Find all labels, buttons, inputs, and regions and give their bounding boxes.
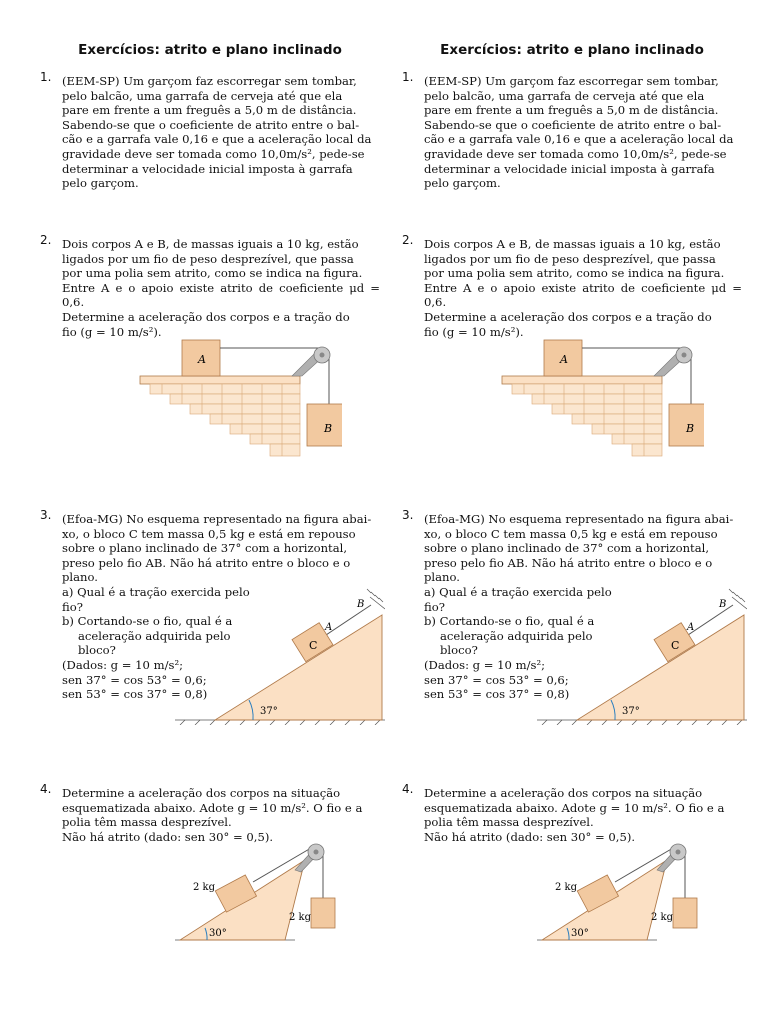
data-line: sen 37° = cos 53° = 0,6;	[424, 672, 569, 687]
block-a	[182, 340, 220, 376]
brick-table	[502, 376, 662, 456]
worksheet-title: Exercícios: atrito e plano inclinado	[440, 42, 704, 58]
block-b	[669, 404, 704, 446]
data-line: (Dados: g = 10 m/s²;	[62, 657, 184, 672]
exercise-text: Determine a aceleração dos corpos na situação esquematizada abaixo. Adote g = 10 m/s². O fio e a polia têm massa desprezível. Não há atrito (dado: sen 30° = 0,5).	[424, 786, 725, 844]
inclined-plane	[577, 615, 744, 720]
data-line: sen 53° = cos 37° = 0,8)	[424, 687, 570, 702]
exercise-number: 2.	[40, 233, 52, 247]
exercise-number: 1.	[40, 70, 52, 84]
point-b-label: B	[357, 599, 365, 610]
exercise-2	[40, 233, 380, 339]
exercise-number: 3.	[402, 508, 414, 522]
block-b	[307, 404, 342, 446]
brick-table	[140, 376, 300, 456]
question-item: b) Cortando-se o fio, qual é a	[62, 614, 233, 629]
worksheet-title: Exercícios: atrito e plano inclinado	[78, 42, 342, 58]
pulley-axle-icon	[314, 850, 319, 855]
pulley-axle-icon	[676, 850, 681, 855]
exercise-number: 2.	[402, 233, 414, 247]
pulley-axle-icon	[682, 353, 687, 358]
worksheet-column	[402, 0, 742, 1024]
angle-label: 30°	[209, 928, 227, 939]
angle-label: 37°	[622, 706, 640, 717]
exercise-text: (EEM-SP) Um garçom faz escorregar sem tombar, pelo balcão, uma garrafa de cerveja até que ela pare em frente a um freguês a 5,0 m de distância. Sabendo-se que o coeficiente de atrito entre o bal- cão e a garrafa vale 0,16 e que a aceleração local da gravidade deve ser tomada como 10,0m/s², pede-se determinar a velocidade inicial imposta à garrafa pelo garçom.	[424, 74, 734, 191]
pulley-axle-icon	[320, 353, 325, 358]
exercise-text: Dois corpos A e B, de massas iguais a 10 kg, estão ligados por um fio de peso desprezível, que passa por uma polia sem atrito, como se indica na figura. Entre A e o apoio existe atrito de coeficiente μd = 0,6. Determine a aceleração dos corpos e a tração do fio (g = 10 m/s²).	[424, 237, 742, 339]
block-b-label: B	[686, 422, 695, 435]
exercise-3	[402, 508, 742, 702]
exercise-1	[40, 70, 380, 191]
exercise-3	[40, 508, 380, 702]
block-b-label: B	[324, 422, 333, 435]
point-a-label: A	[325, 622, 333, 633]
exercise-number: 3.	[40, 508, 52, 522]
data-line: (Dados: g = 10 m/s²;	[424, 657, 546, 672]
mass-left-label: 2 kg	[555, 882, 578, 893]
point-a-label: A	[687, 622, 695, 633]
block-right	[311, 898, 335, 928]
ramp-pulley-figure	[497, 820, 717, 945]
exercise-1	[402, 70, 742, 191]
question-item: a) Qual é a tração exercida pelo fio?	[424, 585, 612, 614]
exercise-number: 4.	[40, 782, 52, 796]
question-item: bloco?	[78, 643, 116, 658]
mass-left-label: 2 kg	[193, 882, 216, 893]
question-item: a) Qual é a tração exercida pelo fio?	[62, 585, 250, 614]
inclined-plane-figure	[537, 585, 747, 725]
block-c-label: C	[309, 639, 318, 652]
exercise-text: (EEM-SP) Um garçom faz escorregar sem tombar, pelo balcão, uma garrafa de cerveja até que ela pare em frente a um freguês a 5,0 m de distância. Sabendo-se que o coeficiente de atrito entre o bal- cão e a garrafa vale 0,16 e que a aceleração local da gravidade deve ser tomada como 10,0m/s², pede-se determinar a velocidade inicial imposta à garrafa pelo garçom.	[62, 74, 372, 191]
exercise-text: (Efoa-MG) No esquema representado na figura abai- xo, o bloco C tem massa 0,5 kg e está em repouso sobre o plano inclinado de 37° com a horizontal, preso pelo fio AB. Não há atrito entre o bloco e o plano.	[62, 512, 372, 585]
question-item: aceleração adquirida pelo	[78, 628, 231, 643]
exercise-number: 1.	[402, 70, 414, 84]
block-right	[673, 898, 697, 928]
angle-label: 30°	[571, 928, 589, 939]
pulley-table-figure	[464, 336, 704, 466]
exercise-text: Dois corpos A e B, de massas iguais a 10 kg, estão ligados por um fio de peso desprezível, que passa por uma polia sem atrito, como se indica na figura. Entre A e o apoio existe atrito de coeficiente μd = 0,6. Determine a aceleração dos corpos e a tração do fio (g = 10 m/s²).	[62, 237, 380, 339]
inclined-plane-figure	[175, 585, 385, 725]
mass-right-label: 2 kg	[289, 912, 312, 923]
angle-label: 37°	[260, 706, 278, 717]
block-a-label: A	[560, 353, 568, 366]
ground-hatching	[175, 720, 385, 725]
block-a	[544, 340, 582, 376]
inclined-plane	[215, 615, 382, 720]
ground-hatching	[537, 720, 747, 725]
question-item: aceleração adquirida pelo	[440, 628, 593, 643]
data-line: sen 37° = cos 53° = 0,6;	[62, 672, 207, 687]
exercise-text: Determine a aceleração dos corpos na situação esquematizada abaixo. Adote g = 10 m/s². O fio e a polia têm massa desprezível. Não há atrito (dado: sen 30° = 0,5).	[62, 786, 363, 844]
block-c-label: C	[671, 639, 680, 652]
question-item: bloco?	[440, 643, 478, 658]
point-b-label: B	[719, 599, 727, 610]
block-a-label: A	[198, 353, 206, 366]
question-item: b) Cortando-se o fio, qual é a	[424, 614, 595, 629]
exercise-2	[402, 233, 742, 339]
pulley-table-figure	[102, 336, 342, 466]
mass-right-label: 2 kg	[651, 912, 674, 923]
ramp-pulley-figure	[135, 820, 355, 945]
data-line: sen 53° = cos 37° = 0,8)	[62, 687, 208, 702]
exercise-text: (Efoa-MG) No esquema representado na figura abai- xo, o bloco C tem massa 0,5 kg e está em repouso sobre o plano inclinado de 37° com a horizontal, preso pelo fio AB. Não há atrito entre o bloco e o plano.	[424, 512, 734, 585]
exercise-number: 4.	[402, 782, 414, 796]
worksheet-column	[40, 0, 380, 1024]
